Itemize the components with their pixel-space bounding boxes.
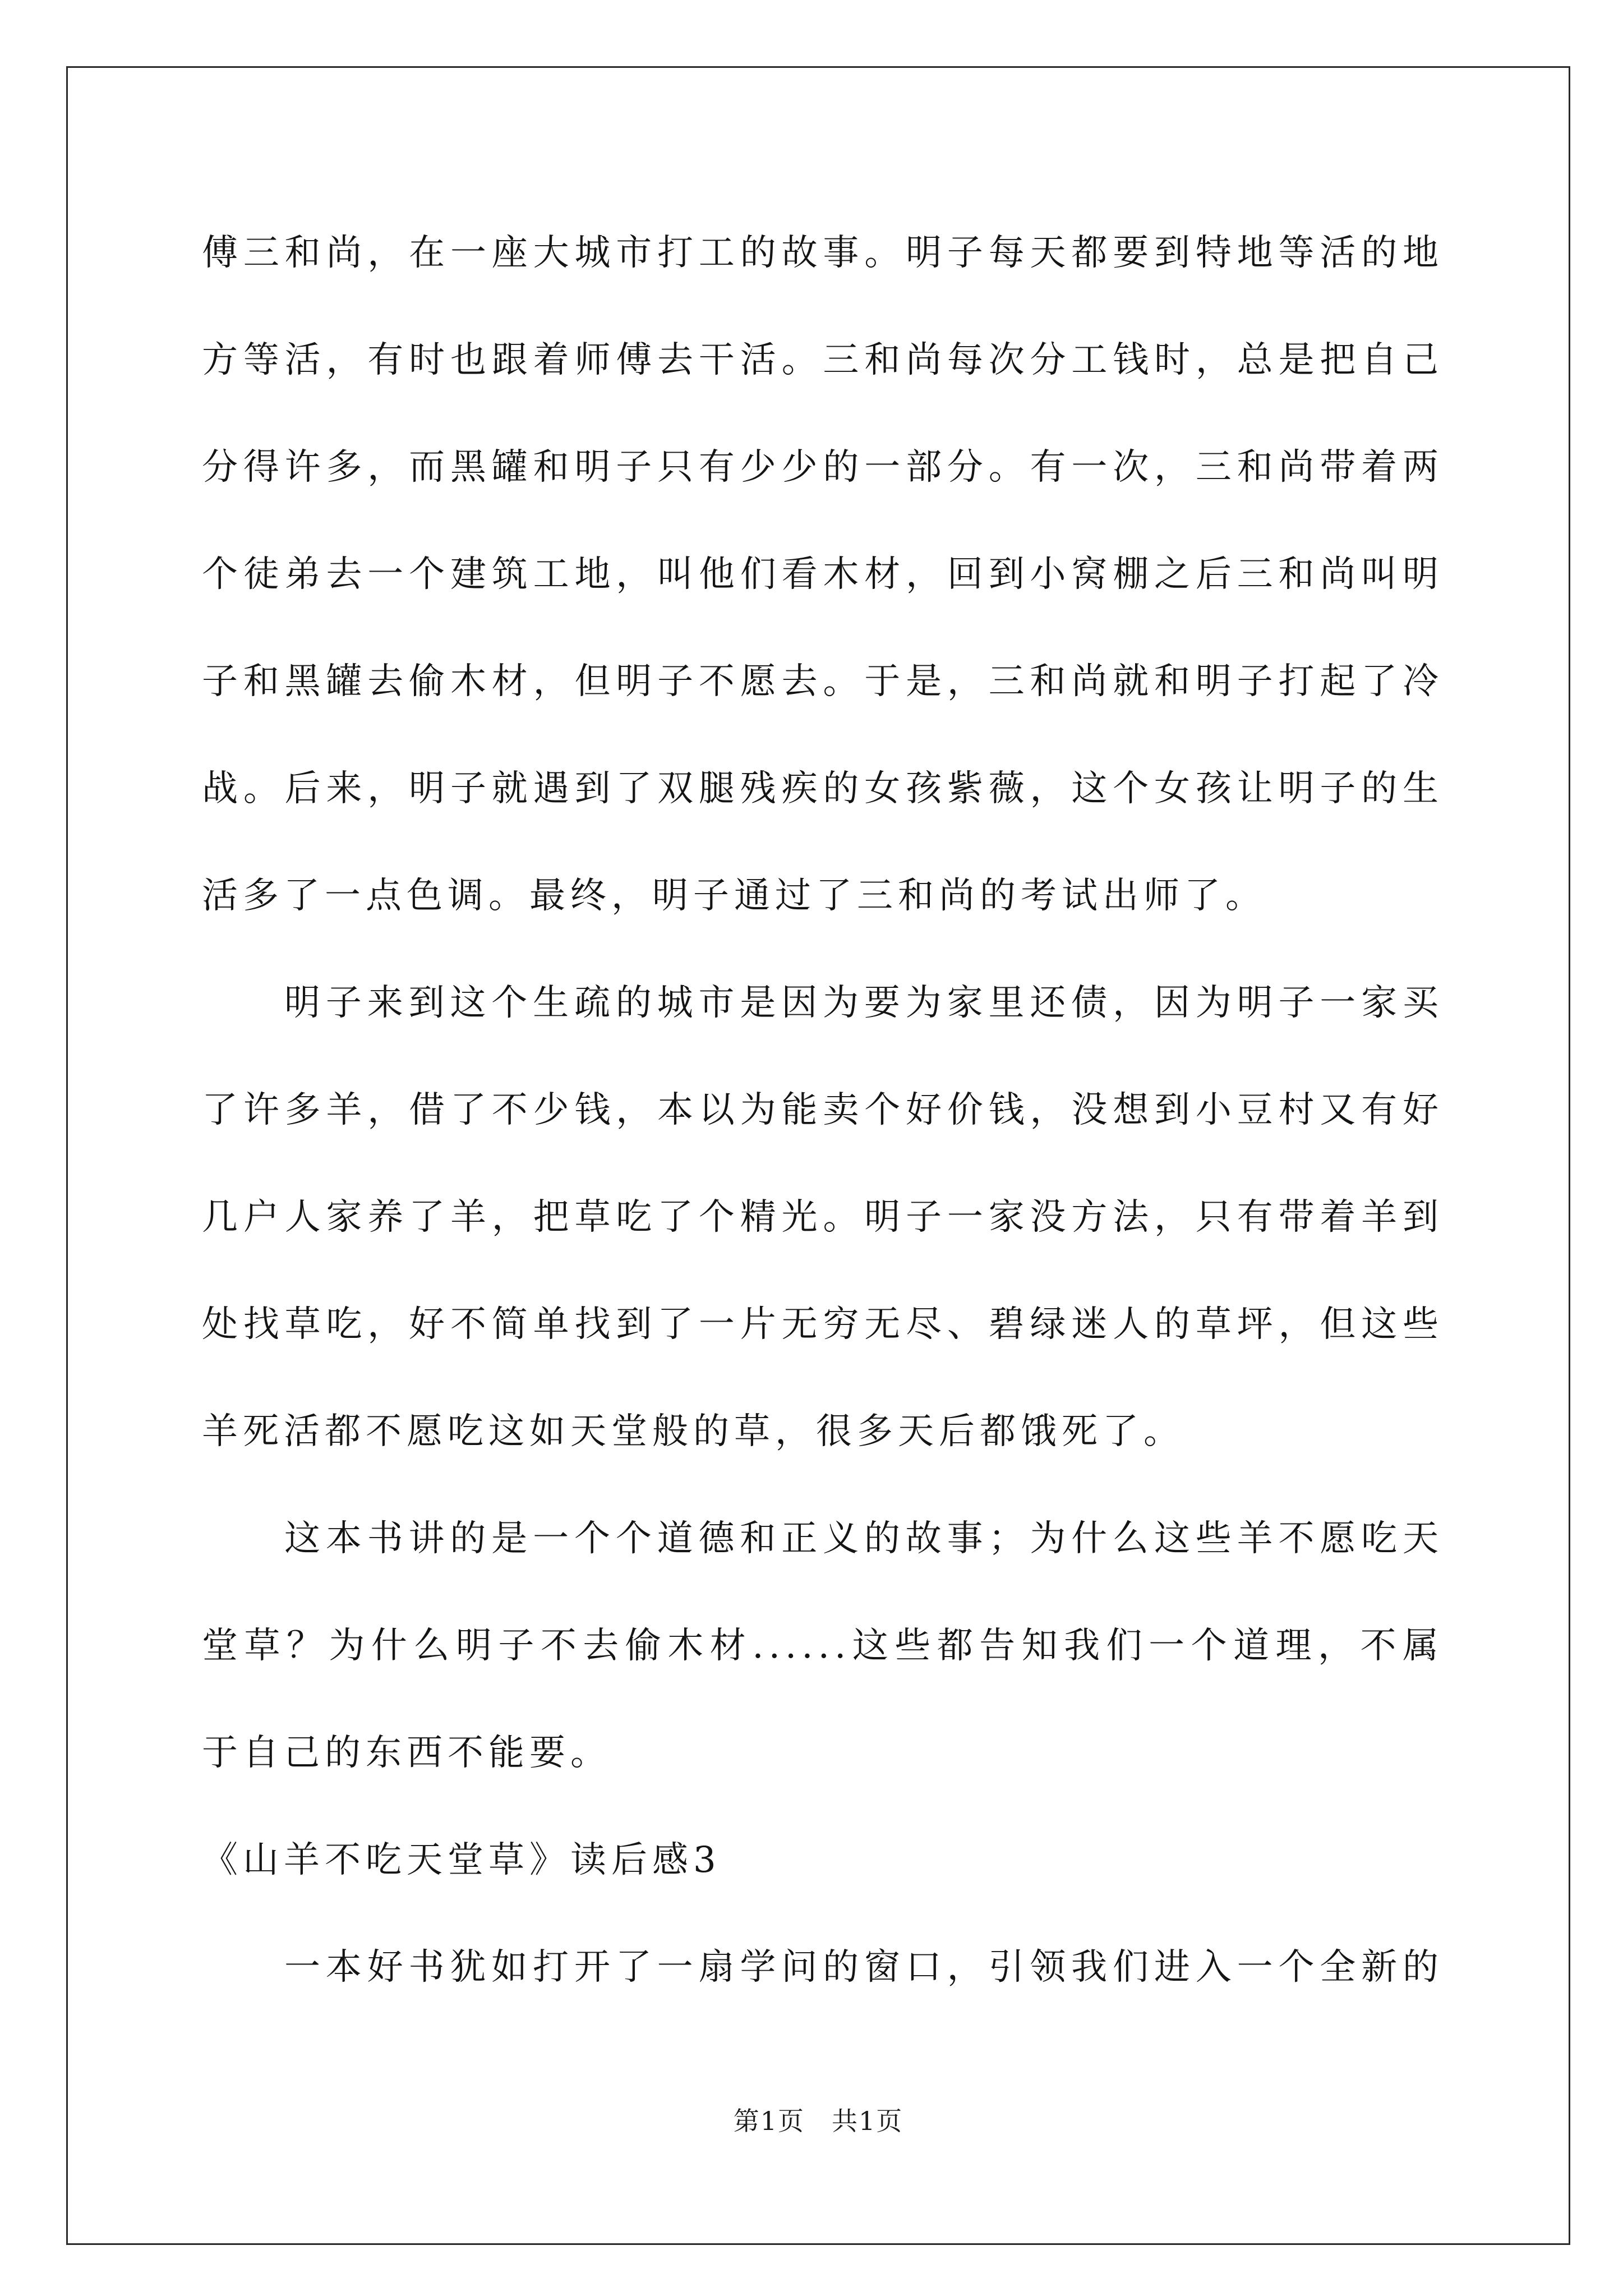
page-footer: 第1页 共1页 [733,2106,903,2136]
body-text-line: 个徒弟去一个建筑工地，叫他们看木材，回到小窝棚之后三和尚叫明 [202,554,1444,595]
body-text-line: 了许多羊，借了不少钱，本以为能卖个好价钱，没想到小豆村又有好 [202,1089,1444,1131]
body-text-line: 傅三和尚，在一座大城市打工的故事。明子每天都要到特地等活的地 [202,232,1444,274]
body-text-line: 子和黑罐去偷木材，但明子不愿去。于是，三和尚就和明子打起了冷 [202,661,1444,702]
body-text-line: 这本书讲的是一个个道德和正义的故事；为什么这些羊不愿吃天 [284,1518,1444,1559]
body-text-line: 几户人家养了羊，把草吃了个精光。明子一家没方法，只有带着羊到 [202,1197,1444,1238]
paragraph [202,1914,1444,2021]
section-heading: 《山羊不吃天堂草》读后感3 [202,1839,721,1881]
body-text-line: 明子来到这个生疏的城市是因为要为家里还债，因为明子一家买 [284,982,1444,1024]
paragraph [202,200,1444,950]
paragraph [202,1485,1444,1807]
body-text-line: 处找草吃，好不简单找到了一片无穷无尽、碧绿迷人的草坪，但这些 [202,1304,1444,1345]
body-text-line: 于自己的东西不能要。 [202,1732,611,1774]
paragraph [202,950,1444,1485]
document-body [202,200,1444,2021]
body-text-line: 方等活，有时也跟着师傅去干活。三和尚每次分工钱时，总是把自己 [202,339,1444,381]
body-text-line: 堂草？为什么明子不去偷木材......这些都告知我们一个道理，不属 [202,1625,1444,1667]
body-text-line: 活多了一点色调。最终，明子通过了三和尚的考试出师了。 [202,875,1266,917]
body-text-line: 羊死活都不愿吃这如天堂般的草，很多天后都饿死了。 [202,1411,1184,1452]
body-text-line: 分得许多，而黑罐和明子只有少少的一部分。有一次，三和尚带着两 [202,447,1444,488]
body-text-line: 一本好书犹如打开了一扇学问的窗口，引领我们进入一个全新的 [284,1947,1444,1988]
body-text-line: 战。后来，明子就遇到了双腿残疾的女孩紫薇，这个女孩让明子的生 [202,768,1444,809]
